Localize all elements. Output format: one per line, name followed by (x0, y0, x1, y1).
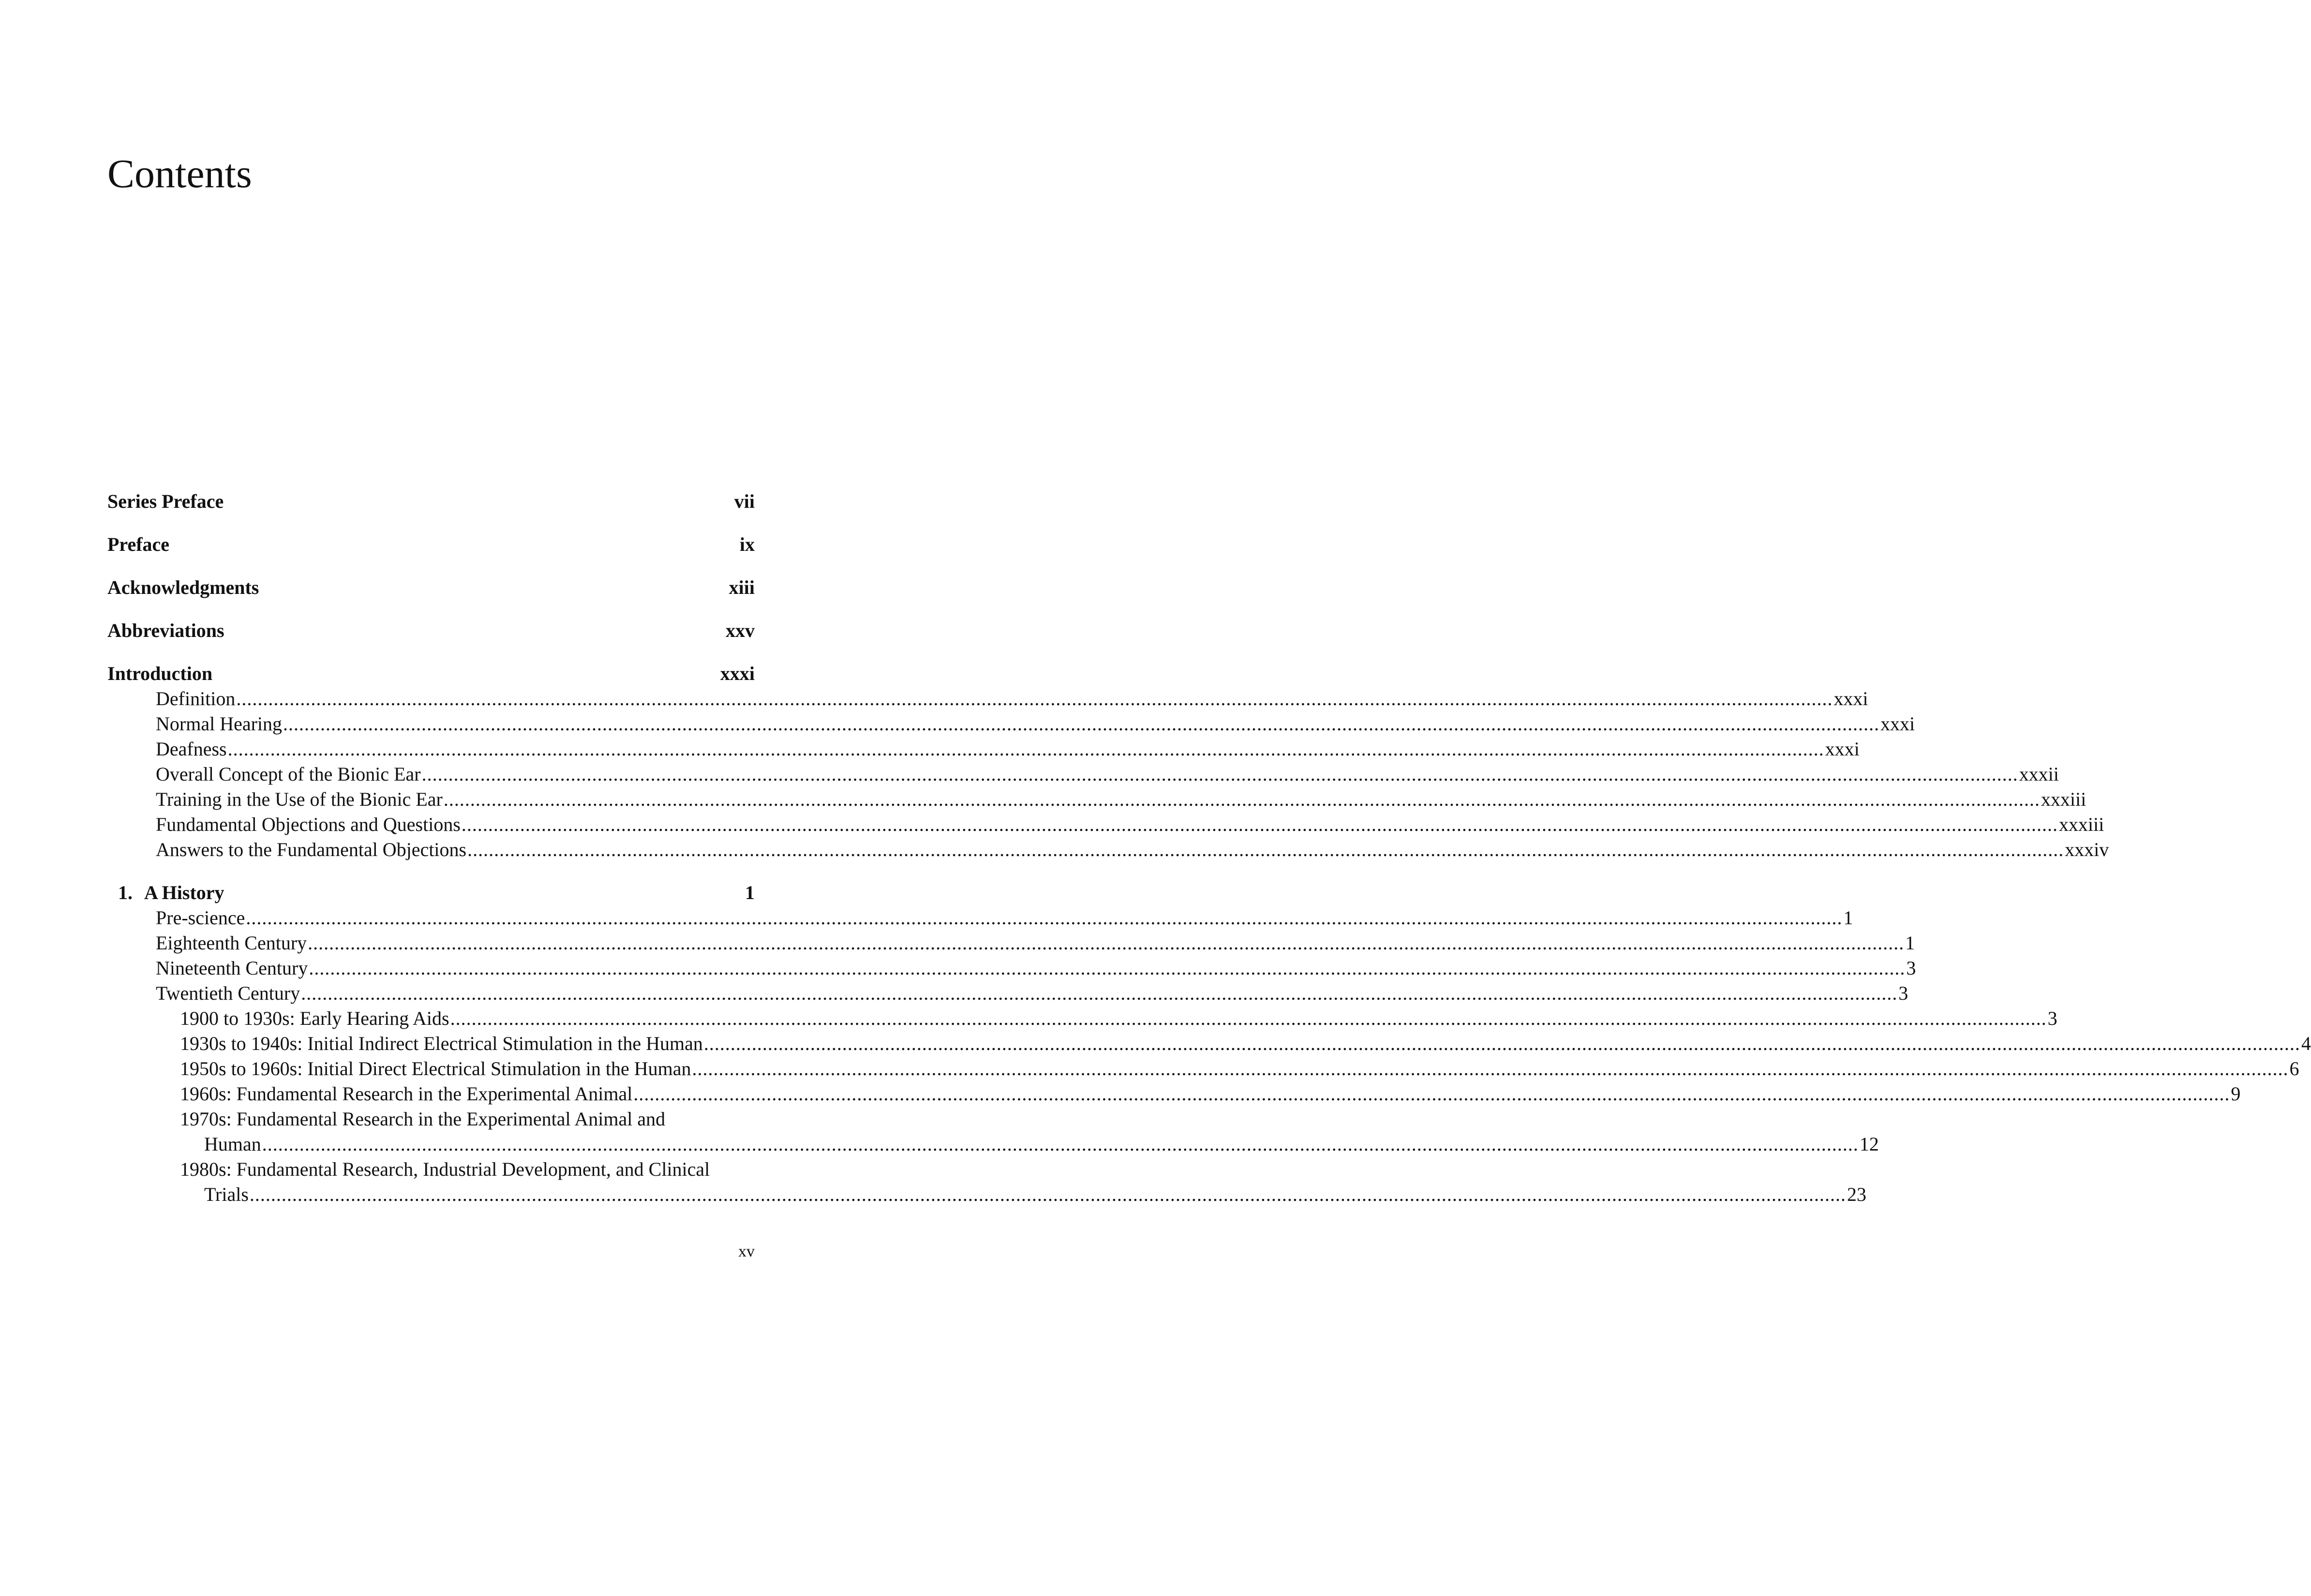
toc-subsubentry-page: 12 (1859, 1133, 1879, 1155)
toc-entry-label: Introduction (107, 663, 213, 684)
toc-entry-page: xxxi (720, 663, 755, 684)
toc-entry-page: 1 (745, 882, 755, 903)
chapter-title: A History (144, 882, 224, 903)
toc-subsubentry[interactable] (107, 1081, 2241, 1107)
toc-entry-chapter-1[interactable] (107, 880, 755, 905)
toc-subsubentry-line1[interactable] (107, 1157, 755, 1182)
toc-subentry[interactable] (107, 711, 1915, 737)
toc-subsubentry-page: 9 (2231, 1083, 2241, 1105)
toc-entry-page: vii (734, 490, 755, 512)
toc-subsubentry-label: 1980s: Fundamental Research, Industrial Development, and Clinical (180, 1158, 710, 1180)
dot-leader: ............................................................................................................................................................................................................................................................................................................ (262, 1133, 1859, 1155)
toc-subentry-label: Eighteenth Century (156, 932, 307, 954)
dot-leader: ............................................................................................................................................................................................................................................................................................................ (249, 1183, 1846, 1205)
toc-subsubentry[interactable] (107, 1031, 2311, 1056)
toc-subentry-label: Definition (156, 688, 236, 709)
toc-subentry-label: Overall Concept of the Bionic Ear (156, 763, 421, 785)
dot-leader: ............................................................................................................................................................................................................................................................................................................ (692, 1058, 2289, 1079)
dot-leader: ............................................................................................................................................................................................................................................................................................................ (461, 813, 2058, 835)
dot-leader: ............................................................................................................................................................................................................................................................................................................ (703, 1033, 2300, 1054)
toc-subsubentry-line2[interactable] (107, 1132, 1879, 1157)
toc-entry-label: Preface (107, 533, 170, 555)
toc-subsubentry[interactable] (107, 1056, 2299, 1081)
toc-subentry-page: xxxiii (2058, 813, 2104, 835)
toc-subentry-label: Deafness (156, 738, 227, 760)
toc-subsubentry-label: 1950s to 1960s: Initial Direct Electrical Stimulation in the Human (180, 1058, 691, 1079)
toc-subsubentry-label: 1970s: Fundamental Research in the Experimental Animal and (180, 1108, 666, 1130)
dot-leader: ............................................................................................................................................................................................................................................................................................................ (283, 713, 1880, 735)
dot-leader: ............................................................................................................................................................................................................................................................................................................ (421, 763, 2018, 785)
toc-subsubentry-page: 23 (1847, 1183, 1866, 1205)
toc-subsubentry-line1[interactable] (107, 1107, 755, 1132)
dot-leader: ............................................................................................................................................................................................................................................................................................................ (450, 1007, 2047, 1029)
dot-leader: ............................................................................................................................................................................................................................................................................................................ (467, 839, 2064, 860)
toc-subsubentry-label-continued: Trials (204, 1183, 249, 1205)
toc-subsubentry-label: 1930s to 1940s: Initial Indirect Electrical Stimulation in the Human (180, 1033, 703, 1054)
toc-subentry-page: 3 (1898, 982, 1908, 1004)
toc-subentry-label: Nineteenth Century (156, 957, 308, 979)
toc-subentry-label: Fundamental Objections and Questions (156, 813, 461, 835)
toc-subentry[interactable] (107, 837, 2109, 862)
table-of-contents (107, 489, 2311, 1207)
dot-leader: ............................................................................................................................................................................................................................................................................................................ (246, 907, 1843, 929)
toc-entry-label: Abbreviations (107, 620, 224, 641)
toc-entry-abbreviations[interactable] (107, 618, 755, 643)
toc-entry-label: Acknowledgments (107, 576, 259, 598)
toc-subsubentry-label-continued: Human (204, 1133, 261, 1155)
toc-subsubentry-label: 1960s: Fundamental Research in the Experimental Animal (180, 1083, 633, 1105)
toc-entry-page: xxv (726, 620, 755, 641)
toc-subentry-label: Training in the Use of the Bionic Ear (156, 788, 443, 810)
toc-subsubentry-page: 6 (2289, 1058, 2299, 1079)
toc-subentry[interactable] (107, 931, 1915, 956)
toc-subentry[interactable] (107, 686, 1868, 711)
toc-subentry[interactable] (107, 905, 1853, 931)
page-number: xv (738, 1242, 755, 1260)
dot-leader: ............................................................................................................................................................................................................................................................................................................ (443, 788, 2040, 810)
toc-subentry[interactable] (107, 762, 2059, 787)
toc-entry-series-preface[interactable] (107, 489, 755, 514)
toc-entry-page: xiii (729, 576, 755, 598)
toc-subentry-label: Answers to the Fundamental Objections (156, 839, 467, 860)
dot-leader: ............................................................................................................................................................................................................................................................................................................ (633, 1083, 2230, 1105)
toc-entry-label: Series Preface (107, 490, 224, 512)
toc-entry-label (107, 880, 224, 905)
dot-leader: ............................................................................................................................................................................................................................................................................................................ (301, 982, 1898, 1004)
dot-leader: ............................................................................................................................................................................................................................................................................................................ (236, 688, 1833, 709)
toc-subentry-page: 3 (1906, 957, 1916, 979)
dot-leader: ............................................................................................................................................................................................................................................................................................................ (309, 957, 1906, 979)
toc-subentry-page: xxxi (1825, 738, 1860, 760)
toc-entry-acknowledgments[interactable] (107, 575, 755, 600)
toc-subentry-label: Twentieth Century (156, 982, 300, 1004)
toc-subentry[interactable] (107, 956, 1916, 981)
toc-subentry[interactable] (107, 812, 2104, 837)
toc-entry-introduction[interactable] (107, 661, 755, 686)
toc-subsubentry-page: 4 (2301, 1033, 2311, 1054)
toc-subentry[interactable] (107, 981, 1908, 1006)
chapter-number: 1. (118, 882, 133, 903)
toc-subentry-label: Pre-science (156, 907, 245, 929)
toc-subentry[interactable] (107, 737, 1860, 762)
toc-subentry[interactable] (107, 787, 2087, 812)
dot-leader: ............................................................................................................................................................................................................................................................................................................ (227, 738, 1824, 760)
toc-subsubentry-label: 1900 to 1930s: Early Hearing Aids (180, 1007, 449, 1029)
toc-subsubentry-page: 3 (2047, 1007, 2058, 1029)
toc-subsubentry[interactable] (107, 1006, 2058, 1031)
toc-subentry-page: xxxii (2019, 763, 2059, 785)
toc-entry-preface[interactable] (107, 532, 755, 557)
toc-subentry-page: 1 (1843, 907, 1853, 929)
toc-subentry-page: 1 (1905, 932, 1915, 954)
toc-subentry-label: Normal Hearing (156, 713, 283, 735)
toc-subentry-page: xxxi (1834, 688, 1868, 709)
toc-subentry-page: xxxi (1880, 713, 1915, 735)
toc-subsubentry-line2[interactable] (107, 1182, 1866, 1207)
toc-subentry-page: xxxiv (2065, 839, 2109, 860)
toc-subentry-page: xxxiii (2041, 788, 2087, 810)
page-title: Contents (107, 151, 252, 196)
toc-entry-page: ix (739, 533, 755, 555)
dot-leader: ............................................................................................................................................................................................................................................................................................................ (308, 932, 1905, 954)
